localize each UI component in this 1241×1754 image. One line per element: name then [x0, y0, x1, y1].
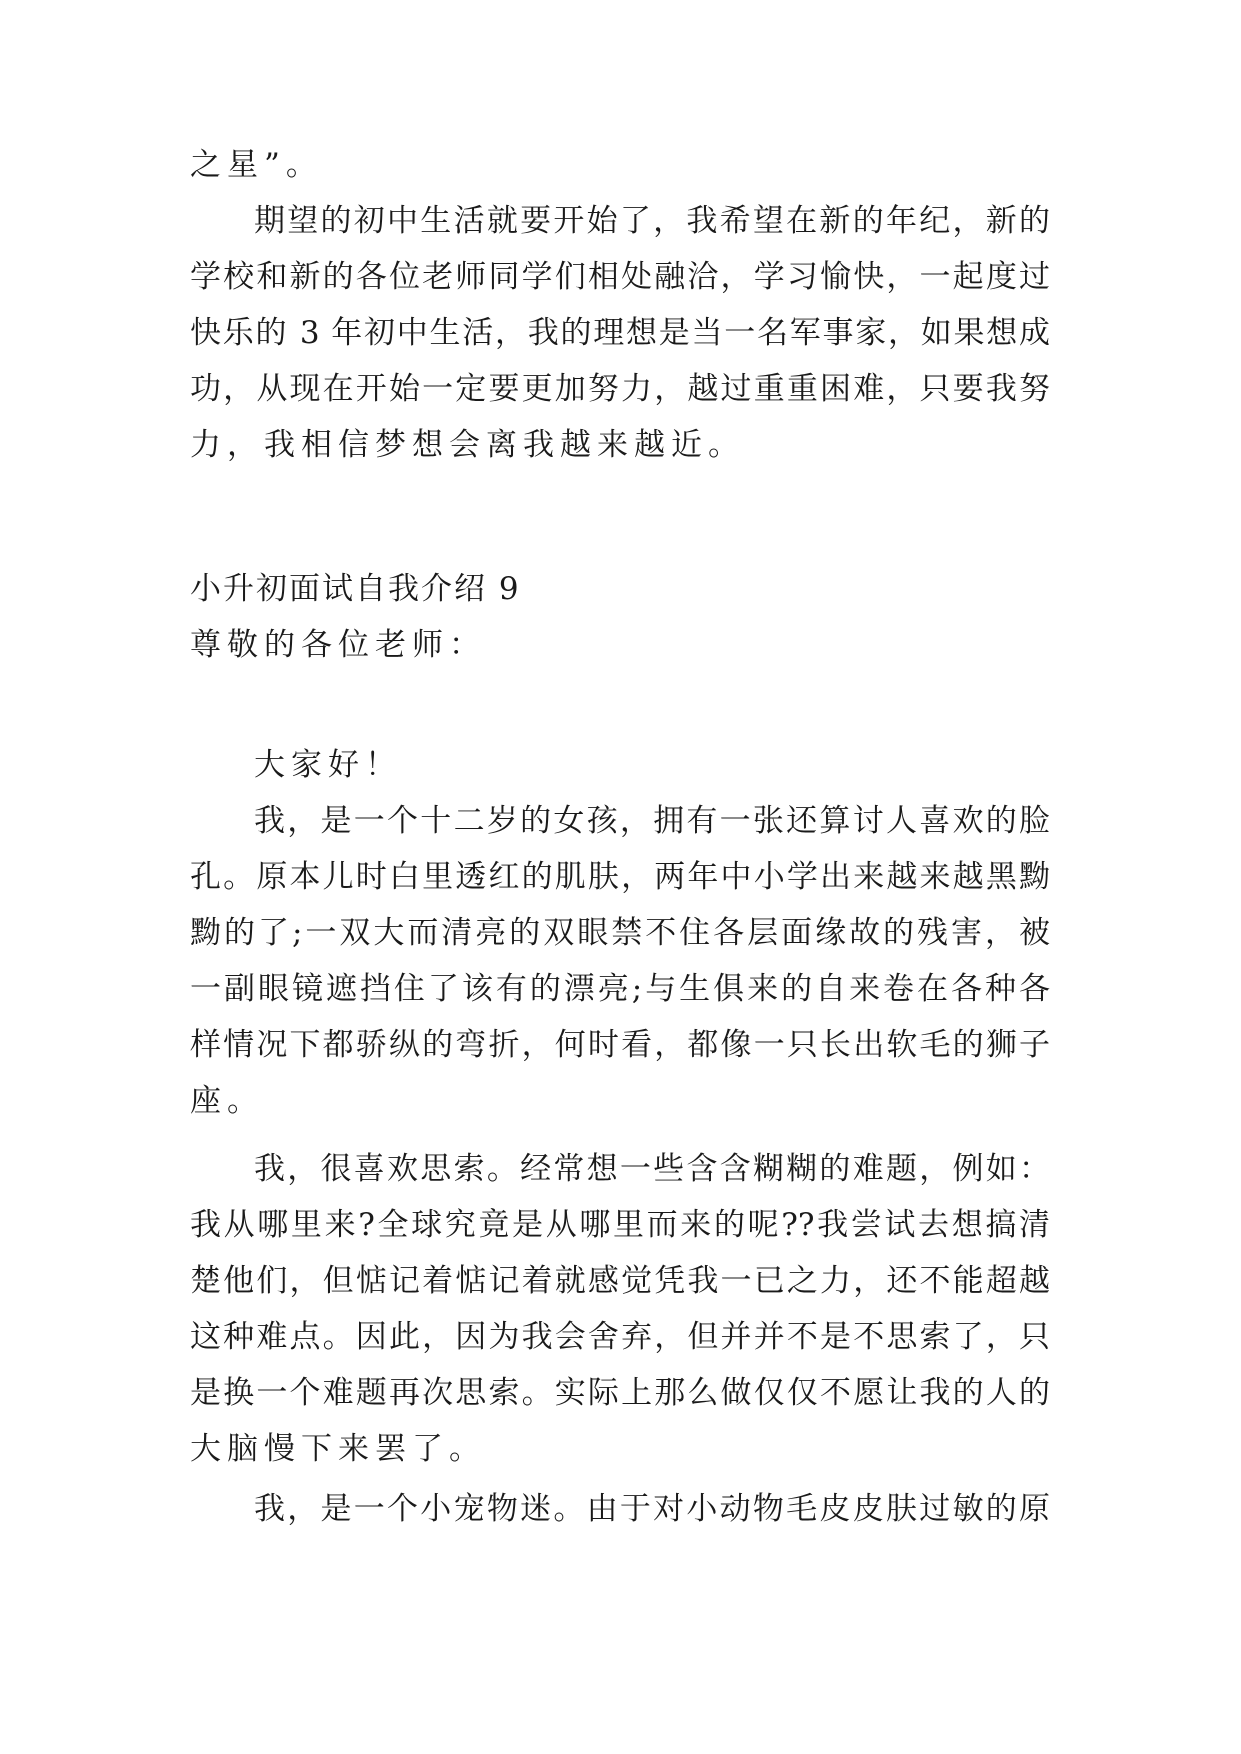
text-line: 我，是一个小宠物迷。由于对小动物毛皮皮肤过敏的原 — [254, 1491, 1050, 1527]
salutation: 尊敬的各位老师： — [190, 627, 486, 663]
text-line: 楚他们，但惦记着惦记着就感觉凭我一已之力，还不能超越 — [190, 1263, 1050, 1299]
text-line: 功，从现在开始一定要更加努力，越过重重困难，只要我努 — [190, 371, 1050, 407]
text-line: 我从哪里来?全球究竟是从哪里而来的呢??我尝试去想搞清 — [190, 1207, 1050, 1243]
text-line: 座。 — [190, 1083, 264, 1119]
text-line: 快乐的 3 年初中生活，我的理想是当一名军事家，如果想成 — [190, 315, 1050, 351]
text-line: 黝的了;一双大而清亮的双眼禁不住各层面缘故的残害，被 — [190, 915, 1050, 951]
text-line: 力，我相信梦想会离我越来越近。 — [190, 427, 745, 463]
section-title: 小升初面试自我介绍 9 — [190, 571, 521, 607]
text-line: 样情况下都骄纵的弯折，何时看，都像一只长出软毛的狮子 — [190, 1027, 1050, 1063]
text-line: 期望的初中生活就要开始了，我希望在新的年纪，新的 — [254, 203, 1050, 239]
text-line: 我，是一个十二岁的女孩，拥有一张还算讨人喜欢的脸 — [254, 803, 1050, 839]
text-line: 学校和新的各位老师同学们相处融洽，学习愉快，一起度过 — [190, 259, 1050, 295]
text-line: 这种难点。因此，因为我会舍弃，但并并不是不思索了，只 — [190, 1319, 1050, 1355]
greeting: 大家好！ — [254, 747, 402, 783]
text-line: 我，很喜欢思索。经常想一些含含糊糊的难题，例如： — [254, 1151, 1050, 1187]
text-line: 一副眼镜遮挡住了该有的漂亮;与生俱来的自来卷在各种各 — [190, 971, 1050, 1007]
text-line: 之星”。 — [190, 147, 323, 183]
text-line: 是换一个难题再次思索。实际上那么做仅仅不愿让我的人的 — [190, 1375, 1050, 1411]
text-line: 孔。原本儿时白里透红的肌肤，两年中小学出来越来越黑黝 — [190, 859, 1050, 895]
text-line: 大脑慢下来罢了。 — [190, 1431, 486, 1467]
